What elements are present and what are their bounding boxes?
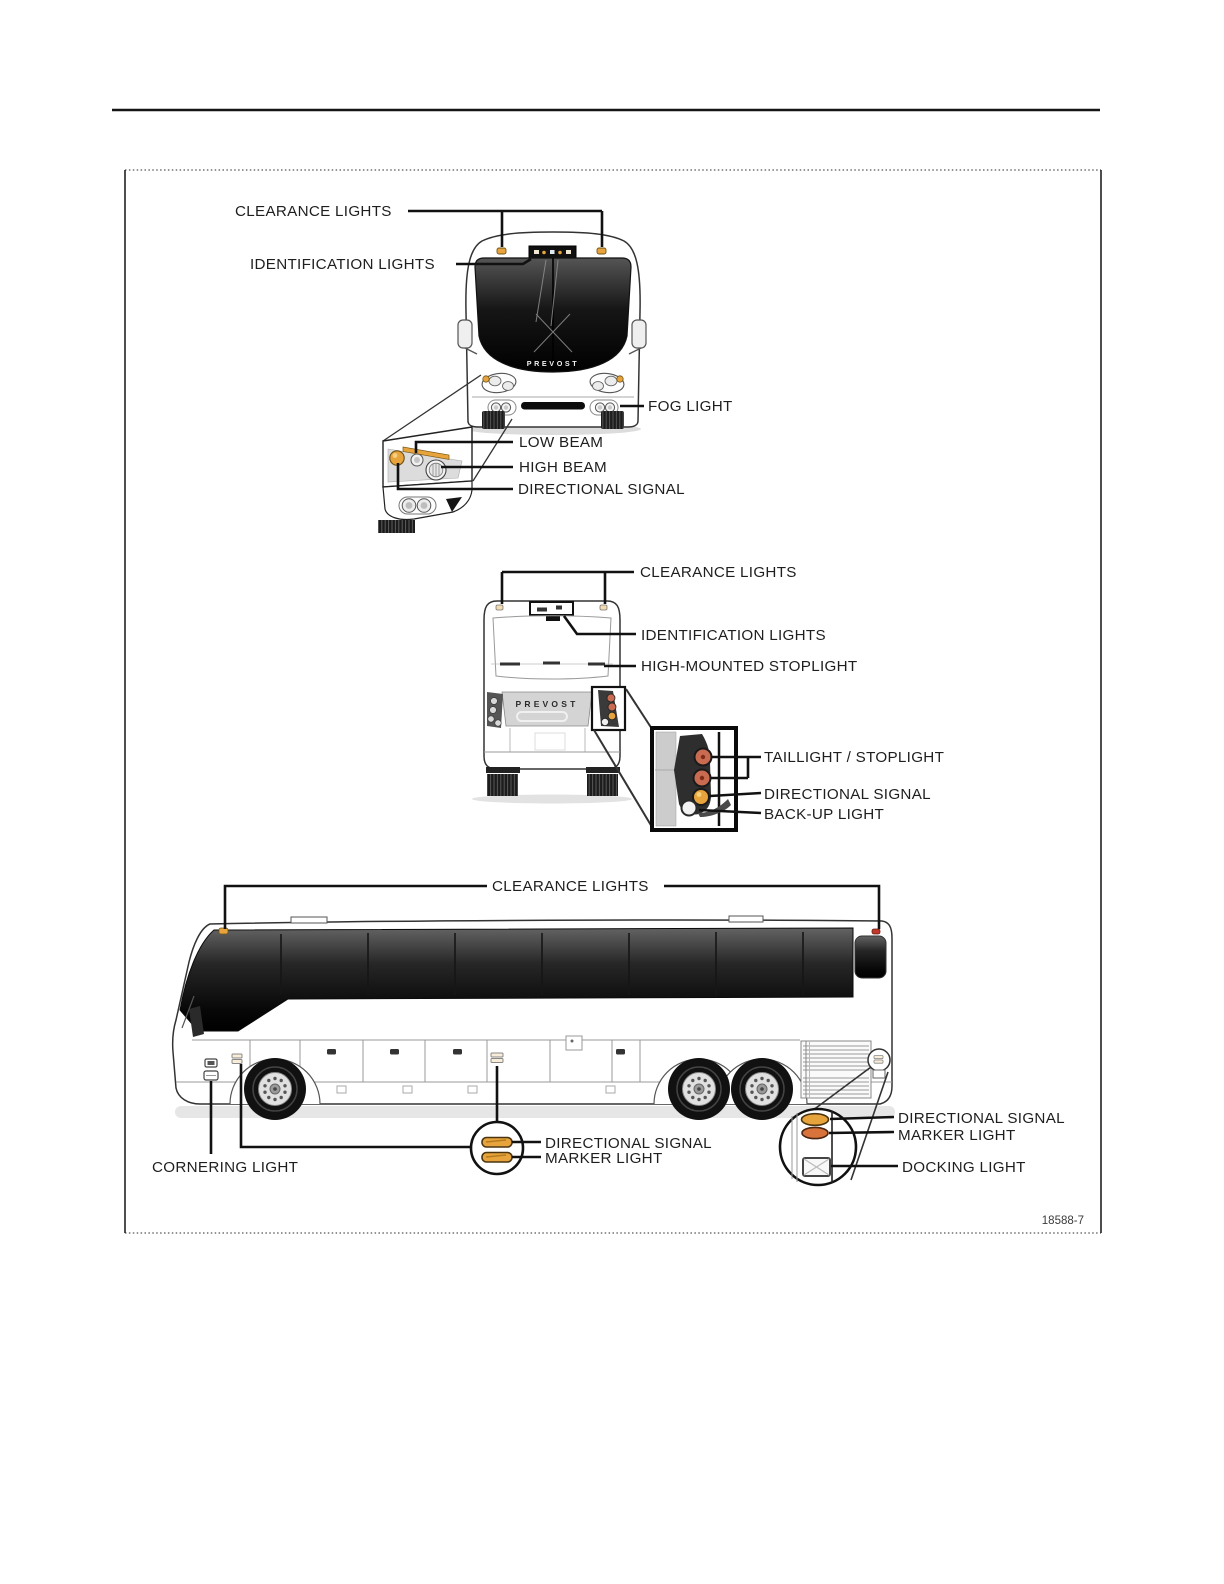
fog-light-label: FOG LIGHT: [648, 398, 733, 415]
low-beam-label: LOW BEAM: [519, 434, 604, 451]
front-identification-lights: [529, 246, 576, 259]
side-view-illustration: [152, 878, 1065, 1185]
mid-marker-light-label: MARKER LIGHT: [545, 1150, 663, 1167]
rear-clearance-lights-label: CLEARANCE LIGHTS: [640, 564, 797, 581]
front-bumper-slot: [521, 402, 585, 410]
rear-view-illustration: [472, 564, 944, 830]
cornering-light-label: CORNERING LIGHT: [152, 1159, 299, 1176]
side-front-marker-lamp: [232, 1054, 242, 1058]
inset-backup-lamp: [682, 801, 697, 816]
front-directional-signal-label: DIRECTIONAL SIGNAL: [518, 481, 685, 498]
side-clearance-lights-label: CLEARANCE LIGHTS: [492, 878, 649, 895]
side-rear-window: [855, 936, 886, 978]
front-brand-text: PREVOST: [526, 359, 580, 368]
rear-identification-lights-label: IDENTIFICATION LIGHTS: [641, 627, 826, 644]
front-clearance-lamp-right: [597, 248, 606, 254]
rear-light-cluster-right: [592, 687, 625, 730]
figure-number: 18588-7: [1041, 1215, 1084, 1227]
fuel-door: [566, 1036, 582, 1050]
front-view-illustration: [235, 203, 733, 533]
rear-clearance-lamp-right: [600, 605, 607, 610]
front-clearance-lights-label: CLEARANCE LIGHTS: [235, 203, 392, 220]
roof-hatch-front: [291, 917, 327, 923]
side-clearance-lamp-rear: [872, 929, 880, 934]
high-beam-label: HIGH BEAM: [519, 459, 607, 476]
high-mounted-stoplight-label: HIGH-MOUNTED STOPLIGHT: [641, 658, 858, 675]
rear-side-marker-lamp: [802, 1127, 828, 1138]
rear-side-marker-light-label: MARKER LIGHT: [898, 1127, 1016, 1144]
side-mid-inset: [471, 1122, 523, 1174]
side-clearance-lamp-front: [219, 928, 228, 934]
leader-rear-clearance: [502, 572, 634, 604]
front-clearance-lamp-left: [497, 248, 506, 254]
docking-light-lamp: [803, 1158, 830, 1176]
roof-hatch-rear: [729, 916, 763, 922]
backup-light-label: BACK-UP LIGHT: [764, 806, 885, 823]
side-engine-grille: [801, 1041, 871, 1098]
mid-directional-signal-label: DIRECTIONAL SIGNAL: [545, 1135, 712, 1152]
taillight-stoplight-label: TAILLIGHT / STOPLIGHT: [764, 749, 945, 766]
rear-brand-text: PREVOST: [515, 699, 579, 709]
rear-wheels: [486, 767, 620, 796]
side-mid-marker-lamp: [491, 1053, 503, 1057]
rear-directional-signal-label: DIRECTIONAL SIGNAL: [764, 786, 931, 803]
leader-rear-side-marker: [829, 1132, 894, 1133]
rear-side-directional-lamp: [802, 1114, 829, 1126]
docking-light-label: DOCKING LIGHT: [902, 1159, 1026, 1176]
rear-light-cluster-left: [487, 692, 503, 728]
rear-bus-body: [484, 601, 620, 769]
front-identification-lights-label: IDENTIFICATION LIGHTS: [250, 256, 435, 273]
rear-side-directional-signal-label: DIRECTIONAL SIGNAL: [898, 1110, 1065, 1127]
rear-clearance-lamp-left: [496, 605, 503, 610]
